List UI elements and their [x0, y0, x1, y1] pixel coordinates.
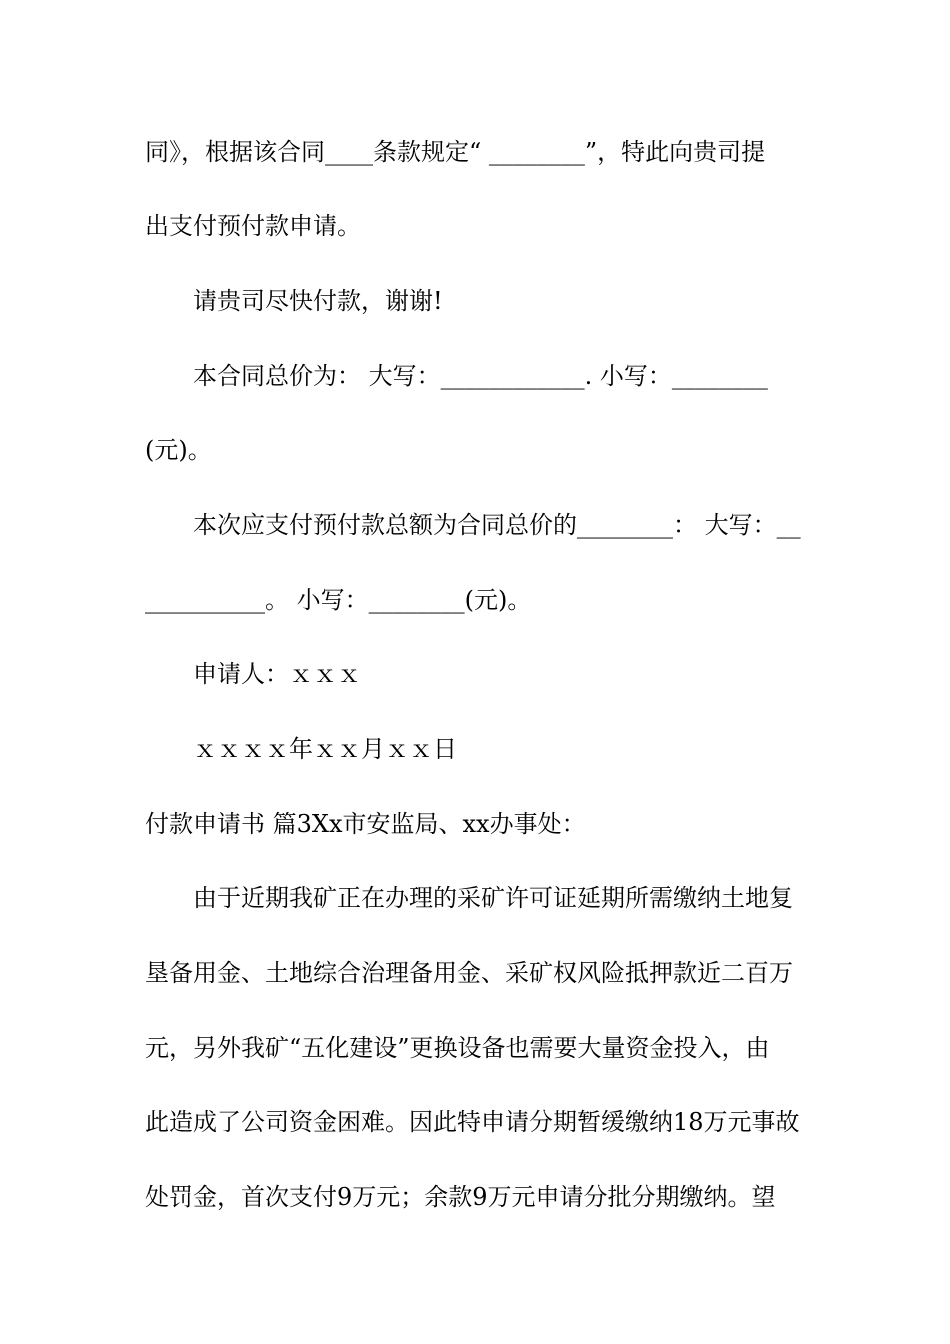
paragraph-line: 请贵司尽快付款，谢谢!	[193, 287, 443, 315]
paragraph-line: 垦备用金、土地综合治理备用金、采矿权风险抵押款近二百万	[145, 959, 793, 987]
paragraph-line: 处罚金，首次支付9万元；余款9万元申请分批分期缴纳。望	[145, 1183, 776, 1211]
paragraph-line: 此造成了公司资金困难。因此特申请分期暂缓缴纳18万元事故	[145, 1108, 800, 1136]
signature-applicant: 申请人：ｘｘｘ	[193, 660, 361, 688]
paragraph-line: 本次应支付预付款总额为合同总价的________： 大写：__	[193, 511, 801, 539]
paragraph-line: 同》，根据该合同____条款规定“ ________”，特此向贵司提	[145, 138, 766, 166]
paragraph-line: 出支付预付款申请。	[145, 212, 361, 240]
paragraph-line: (元)。	[145, 436, 212, 464]
paragraph-line: 本合同总价为： 大写：____________. 小写：________	[193, 362, 768, 390]
paragraph-line: 由于近期我矿正在办理的采矿许可证延期所需缴纳土地复	[193, 884, 793, 912]
paragraph-line: 元，另外我矿“五化建设”更换设备也需要大量资金投入，由	[145, 1034, 770, 1062]
paragraph-line: __________。 小写：________(元)。	[145, 586, 532, 614]
signature-date: ｘｘｘｘ年ｘｘ月ｘｘ日	[193, 735, 457, 763]
section-heading: 付款申请书 篇3Xx市安监局、xx办事处：	[145, 810, 586, 838]
